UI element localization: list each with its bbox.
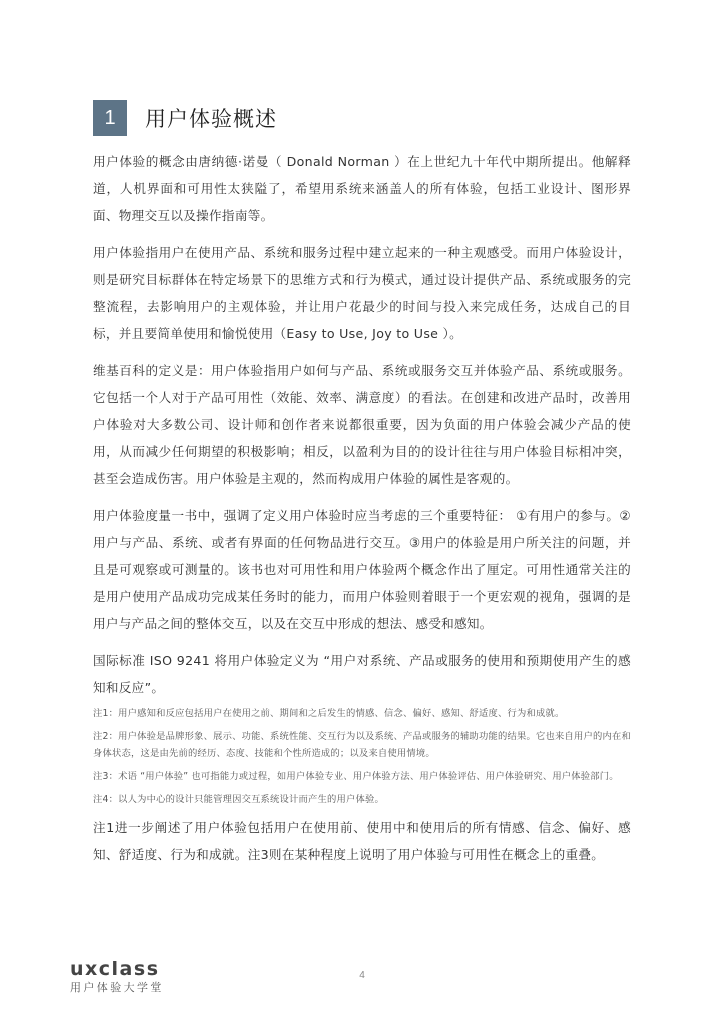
note-4: 注4：以人为中心的设计只能管理因交互系统设计而产生的用户体验。	[93, 794, 385, 805]
paragraph-iso: 国际标准 ISO 9241 将用户体验定义为 “用户对系统、产品或服务的使用和预期使用产生的感知和反应”。	[93, 653, 631, 695]
paragraph-wikipedia: 维基百科的定义是：用户体验指用户如何与产品、系统或服务交互并体验产品、系统或服务。它包括一个人对于产品可用性（效能、效率、满意度）的看法。在创建和改进产品时，改善用户体验对大多数公司、设计师和创作者来说都很重要，因为负面的用户体验会减少产品的使用，从而减少任何期望的积极影响；相反，以盈利为目的的设计往往与用户体验目标相冲突，甚至会造成伤害。用户体验是主观的，然而构成用户体验的属性是客观的。	[93, 363, 631, 486]
logo-wordmark: uxclass	[70, 958, 160, 980]
note-2: 注2：用户体验是品牌形象、展示、功能、系统性能、交互行为以及系统、产品或服务的辅助功能的结果。它也来自用户的内在和身体状态，这是由先前的经历、态度、技能和个性所造成的；以及来自使用情境。	[93, 731, 631, 759]
chapter-number-badge: 1	[93, 100, 127, 136]
chapter-title: 用户体验概述	[145, 107, 277, 131]
paragraph-closing: 注1进一步阐述了用户体验包括用户在使用前、使用中和使用后的所有情感、信念、偏好、感知、舒适度、行为和成就。注3则在某种程度上说明了用户体验与可用性在概念上的重叠。	[93, 820, 631, 862]
logo-subtitle: 用户体验大学堂	[70, 981, 164, 994]
iso-notes	[93, 705, 631, 808]
note-3: 注3：术语 “用户体验” 也可指能力或过程，如用户体验专业、用户体验方法、用户体验评估、用户体验研究、用户体验部门。	[93, 771, 619, 782]
chapter-heading	[93, 100, 277, 136]
paragraph-definition: 用户体验指用户在使用产品、系统和服务过程中建立起来的一种主观感受。而用户体验设计，则是研究目标群体在特定场景下的思维方式和行为模式，通过设计提供产品、系统或服务的完整流程，去影响用户的主观体验，并让用户花最少的时间与投入来完成任务，达成自己的目标，并且要简单使用和愉悦使用（Easy to Use, Joy to Use ）。	[93, 245, 631, 341]
paragraph-origin: 用户体验的概念由唐纳德·诺曼（ Donald Norman ）在上世纪九十年代中期所提出。他解释道，人机界面和可用性太狭隘了，希望用系统来涵盖人的所有体验，包括工业设计、图形界面、物理交互以及操作指南等。	[93, 154, 631, 223]
note-1: 注1：用户感知和反应包括用户在使用之前、期间和之后发生的情感、信念、偏好、感知、舒适度、行为和成就。	[93, 708, 565, 719]
page-number: 4	[359, 970, 365, 981]
document-body	[93, 148, 631, 878]
paragraph-measurement: 用户体验度量一书中，强调了定义用户体验时应当考虑的三个重要特征： ①有用户的参与。②用户与产品、系统、或者有界面的任何物品进行交互。③用户的体验是用户所关注的问题，并且是可观察或可测量的。该书也对可用性和用户体验两个概念作出了厘定。可用性通常关注的是用户使用产品成功完成某任务时的能力，而用户体验则着眼于一个更宏观的视角，强调的是用户与产品之间的整体交互，以及在交互中形成的想法、感受和感知。	[93, 508, 631, 631]
